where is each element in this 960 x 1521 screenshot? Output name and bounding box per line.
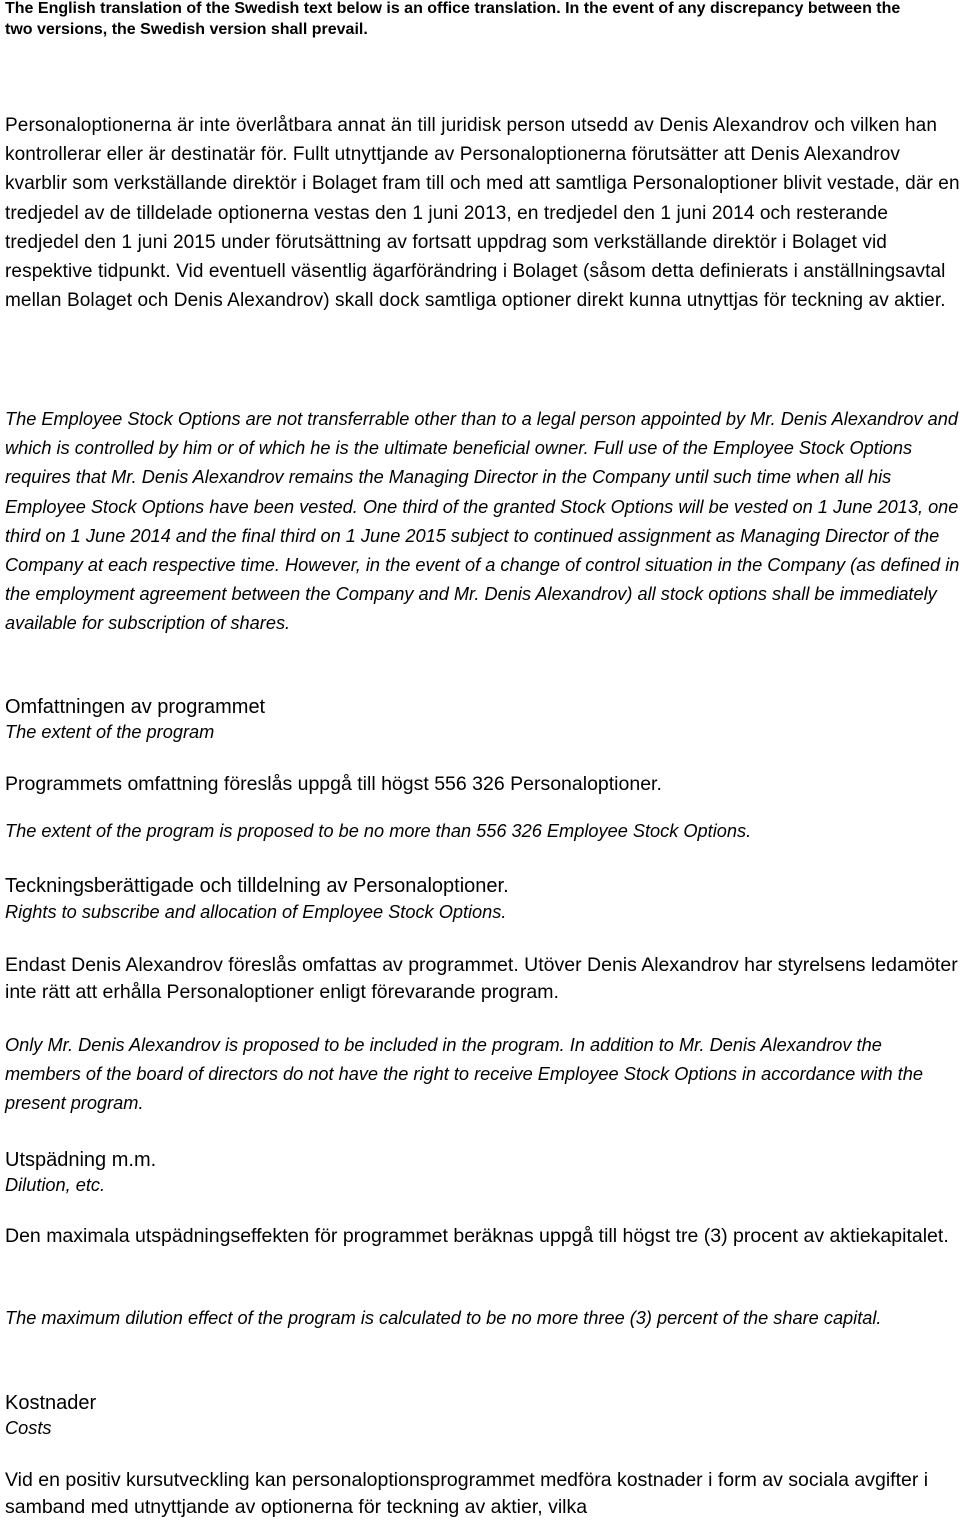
extent-heading-en: The extent of the program [5, 722, 215, 742]
translation-notice [5, 0, 955, 40]
dilution-text-sv: Den maximala utspädningseffekten för programmet beräknas uppgå till högst tre (3) procent av aktiekapitalet. [5, 1225, 949, 1247]
translation-notice-line-1: The English translation of the Swedish text below is an office translation. In the event of any discrepancy between the [5, 0, 901, 17]
extent-text-sv: Programmets omfattning föreslås uppgå till högst 556 326 Personaloptioner. [5, 773, 662, 795]
rights-text-sv: Endast Denis Alexandrov föreslås omfattas av programmet. Utöver Denis Alexandrov har styrelsens ledamöter inte rätt att erhålla Personaloptioner enligt förevarande program. [5, 954, 958, 1003]
options-transfer-paragraph-sv: Personaloptionerna är inte överlåtbara annat än till juridisk person utsedd av Denis Alexandrov och vilken han kontrollerar eller är destinatär för. Fullt utnyttjande av Personaloptionerna förutsätter att Denis Alexandrov kvarblir som verkställande direktör i Bolaget fram till och med att samtliga Personaloptioner blivit vestade, där en tredjedel av de tilldelade optionerna vestas den 1 juni 2013, en tredjedel den 1 juni 2014 och resterande tredjedel den 1 juni 2015 under förutsättning av fortsatt uppdrag som verkställande direktör i Bolaget vid respektive tidpunkt. Vid eventuell väsentlig ägarförändring i Bolaget (såsom detta definierats i anställningsavtal mellan Bolaget och Denis Alexandrov) skall dock samtliga optioner direkt kunna utnyttjas för teckning av aktier. [5, 115, 960, 312]
extent-heading-sv: Omfattningen av programmet [5, 696, 266, 718]
costs-text-sv: Vid en positiv kursutveckling kan personaloptionsprogrammet medföra kostnader i form av sociala avgifter i samband med utnyttjande av optionerna för teckning av aktier, vilka [5, 1469, 929, 1518]
dilution-heading-sv: Utspädning m.m. [5, 1149, 157, 1171]
dilution-heading-en: Dilution, etc. [5, 1175, 106, 1195]
costs-heading-en: Costs [5, 1418, 52, 1438]
costs-heading-sv: Kostnader [5, 1392, 97, 1414]
options-transfer-paragraph-en: The Employee Stock Options are not transferrable other than to a legal person appointed by Mr. Denis Alexandrov and which is controlled by him or of which he is the ultimate beneficial owner. Full use of the Employee Stock Options requires that Mr. Denis Alexandrov remains the Managing Director in the Company until such time when all his Employee Stock Options have been vested. One third of the granted Stock Options will be vested on 1 June 2013, one third on 1 June 2014 and the final third on 1 June 2015 subject to continued assignment as Managing Director of the Company at each respective time. However, in the event of a change of control situation in the Company (as defined in the employment agreement between the Company and Mr. Denis Alexandrov) all stock options shall be immediately available for subscription of shares. [5, 409, 960, 634]
rights-heading-en: Rights to subscribe and allocation of Employee Stock Options. [5, 902, 507, 922]
rights-text-en: Only Mr. Denis Alexandrov is proposed to be included in the program. In addition to Mr. Denis Alexandrov the members of the board of directors do not have the right to receive Employee Stock Options in accordance with the present program. [5, 1035, 923, 1114]
dilution-text-en: The maximum dilution effect of the program is calculated to be no more three (3) percent of the share capital. [5, 1308, 882, 1328]
extent-text-en: The extent of the program is proposed to be no more than 556 326 Employee Stock Options. [5, 821, 752, 841]
translation-notice-line-2: two versions, the Swedish version shall prevail. [5, 20, 368, 38]
rights-heading-sv: Teckningsberättigade och tilldelning av Personaloptioner. [5, 875, 509, 897]
